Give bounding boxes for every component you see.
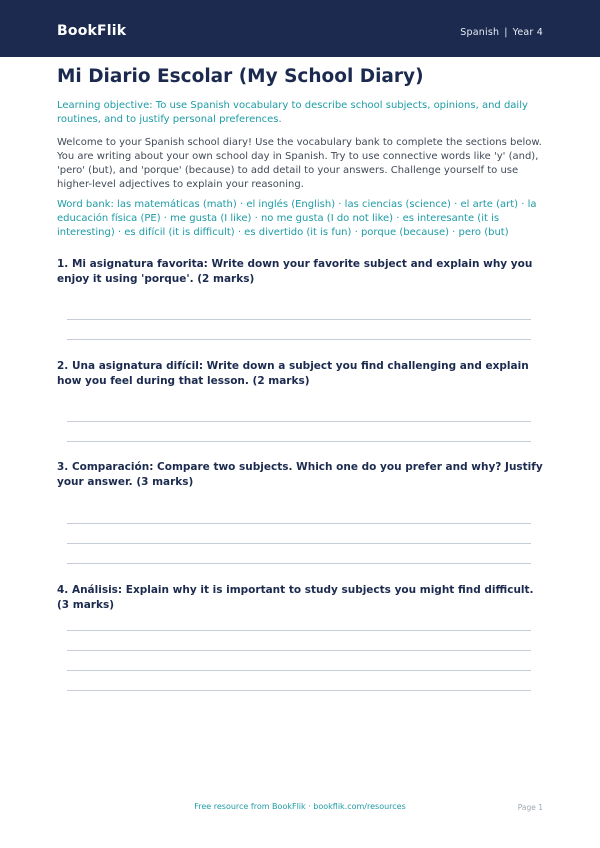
brand-logo: BookFlik bbox=[57, 23, 127, 39]
question-3: 3. Comparación: Compare two subjects. Which one do you prefer and why? Justify your answer. (3 marks) bbox=[57, 461, 543, 488]
word-bank: Word bank: las matemáticas (math) · el inglés (English) · las ciencias (science) · el arte (art) · la educación física (PE) · me gusta (I like) · no me gusta (I do not like) · es interesante (it is interesting) · es difícil (it is difficult) · es divertido (it is fun) · porque (because) · pero (but) bbox=[57, 199, 537, 238]
answer-line-q3-1[interactable] bbox=[67, 523, 531, 524]
answer-line-q1-1[interactable] bbox=[67, 319, 531, 320]
answer-line-q1-2[interactable] bbox=[67, 339, 531, 340]
answer-line-q4-3[interactable] bbox=[67, 670, 531, 671]
answer-line-q2-1[interactable] bbox=[67, 421, 531, 422]
page-header bbox=[0, 0, 600, 57]
intro-paragraph: Welcome to your Spanish school diary! Use the vocabulary bank to complete the sections below. You are writing about your own school day in Spanish. Try to use connective words like 'y' (and), 'pero' (but), and 'porque' (because) to add detail to your answers. Challenge yourself to use higher-level adjectives to explain your reasoning. bbox=[57, 137, 542, 190]
subject-label: Spanish bbox=[460, 27, 500, 38]
answer-line-q4-1[interactable] bbox=[67, 630, 531, 631]
answer-line-q4-2[interactable] bbox=[67, 650, 531, 651]
answer-line-q3-3[interactable] bbox=[67, 563, 531, 564]
page-title: Mi Diario Escolar (My School Diary) bbox=[57, 66, 424, 87]
footer-link[interactable]: Free resource from BookFlik · bookflik.com/resources bbox=[194, 802, 406, 811]
answer-line-q2-2[interactable] bbox=[67, 441, 531, 442]
header-meta bbox=[460, 27, 543, 38]
question-4: 4. Análisis: Explain why it is important to study subjects you might find difficult. (3 marks) bbox=[57, 584, 534, 611]
answer-line-q3-2[interactable] bbox=[67, 543, 531, 544]
page-number: Page 1 bbox=[517, 803, 543, 812]
question-2: 2. Una asignatura difícil: Write down a subject you find challenging and explain how you feel during that lesson. (2 marks) bbox=[57, 360, 529, 387]
meta-separator: | bbox=[504, 27, 508, 38]
answer-line-q4-4[interactable] bbox=[67, 690, 531, 691]
year-label: Year 4 bbox=[512, 27, 543, 38]
learning-objective: Learning objective: To use Spanish vocabulary to describe school subjects, opinions, and daily routines, and to justify personal preferences. bbox=[57, 100, 528, 125]
question-1: 1. Mi asignatura favorita: Write down your favorite subject and explain why you enjoy it using 'porque'. (2 marks) bbox=[57, 258, 533, 285]
